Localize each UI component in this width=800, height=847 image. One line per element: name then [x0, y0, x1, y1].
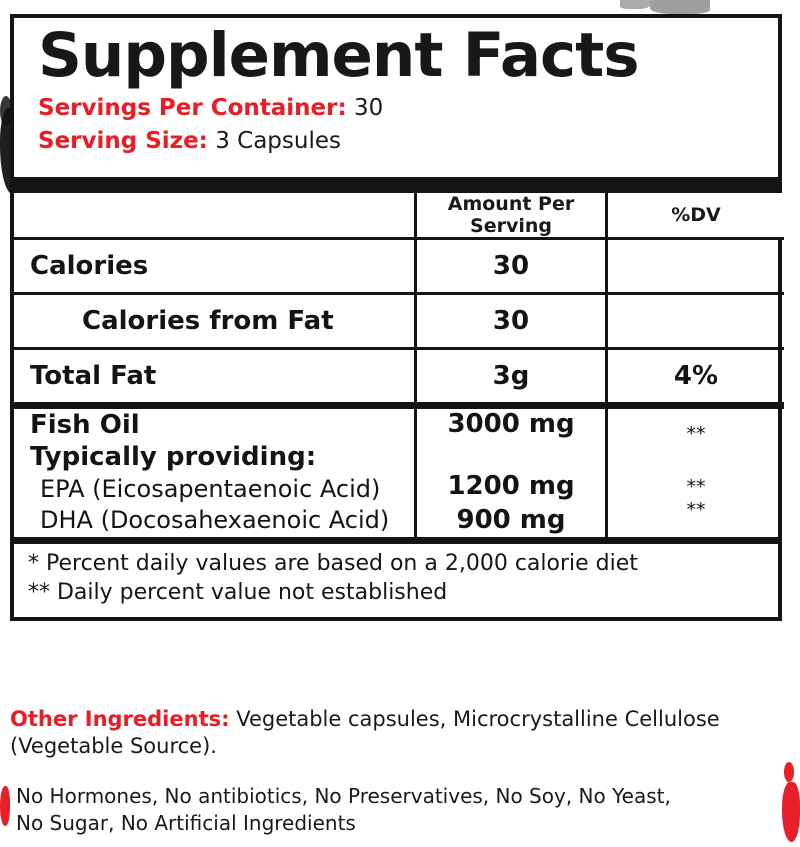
blend-name: Fish Oil	[30, 410, 140, 441]
footnote-daily-value: * Percent daily values are based on a 2,000 calorie diet	[28, 550, 638, 576]
table-row	[14, 348, 784, 405]
blend-item-dv: **	[686, 476, 706, 499]
serving-size-label: Serving Size:	[38, 128, 208, 155]
blend-item-amount: 1200 mg	[447, 471, 575, 502]
footnote-divider	[14, 537, 778, 544]
facts-panel	[10, 14, 782, 621]
blend-dv: **	[686, 423, 706, 446]
column-header-dv: %DV	[607, 193, 785, 239]
other-ingredients-text: Vegetable capsules, Microcrystalline Cellulose (Vegetable Source).	[10, 707, 720, 758]
product-claims	[16, 783, 776, 837]
row-name: Calories from Fat	[14, 293, 416, 348]
blend-amount-spacer	[417, 440, 605, 470]
blend-item-name: DHA (Docosahexaenoic Acid)	[40, 505, 390, 534]
blend-amount: 3000 mg	[447, 408, 575, 439]
blend-item-amount: 900 mg	[456, 504, 566, 535]
serving-size	[38, 125, 756, 158]
header-divider	[14, 177, 778, 193]
red-smudge-right-small-icon	[784, 762, 794, 782]
servings-per-container-value: 30	[354, 95, 384, 122]
serving-size-value: 3 Capsules	[215, 128, 341, 155]
blend-item-dv: **	[686, 499, 706, 522]
ink-smudge-top-icon	[650, 0, 710, 14]
blend-row	[14, 405, 784, 537]
blend-item-name: EPA (Eicosapentaenoic Acid)	[40, 474, 381, 503]
row-dv	[607, 293, 785, 348]
ink-smudge-top-small-icon	[620, 0, 650, 9]
row-amount: 30	[416, 293, 607, 348]
column-header-amount: Amount Per Serving	[416, 193, 607, 239]
table-row	[14, 293, 784, 348]
row-name: Total Fat	[14, 348, 416, 405]
nutrition-table	[14, 193, 784, 537]
footnotes	[14, 544, 778, 617]
blend-subtitle: Typically providing:	[30, 442, 317, 473]
row-name: Calories	[14, 238, 416, 293]
other-ingredients	[10, 706, 790, 760]
footnote-not-established: ** Daily percent value not established	[28, 579, 448, 605]
row-dv: 4%	[607, 348, 785, 405]
blend-dv-spacer	[608, 446, 784, 476]
facts-panel-header	[14, 18, 778, 169]
claims-line-1: No Hormones, No antibiotics, No Preservatives, No Soy, No Yeast,	[16, 784, 671, 808]
table-header-row	[14, 193, 784, 239]
claims-line-2: No Sugar, No Artificial Ingredients	[16, 811, 356, 835]
row-amount: 30	[416, 238, 607, 293]
row-amount: 3g	[416, 348, 607, 405]
table-row	[14, 238, 784, 293]
panel-title: Supplement Facts	[38, 20, 639, 91]
red-smudge-left-icon	[0, 786, 10, 826]
servings-per-container-label: Servings Per Container:	[38, 95, 347, 122]
other-ingredients-label: Other Ingredients:	[10, 707, 230, 731]
row-dv	[607, 238, 785, 293]
red-smudge-right-icon	[782, 782, 800, 842]
servings-per-container	[38, 92, 756, 125]
column-header-name	[14, 193, 416, 239]
